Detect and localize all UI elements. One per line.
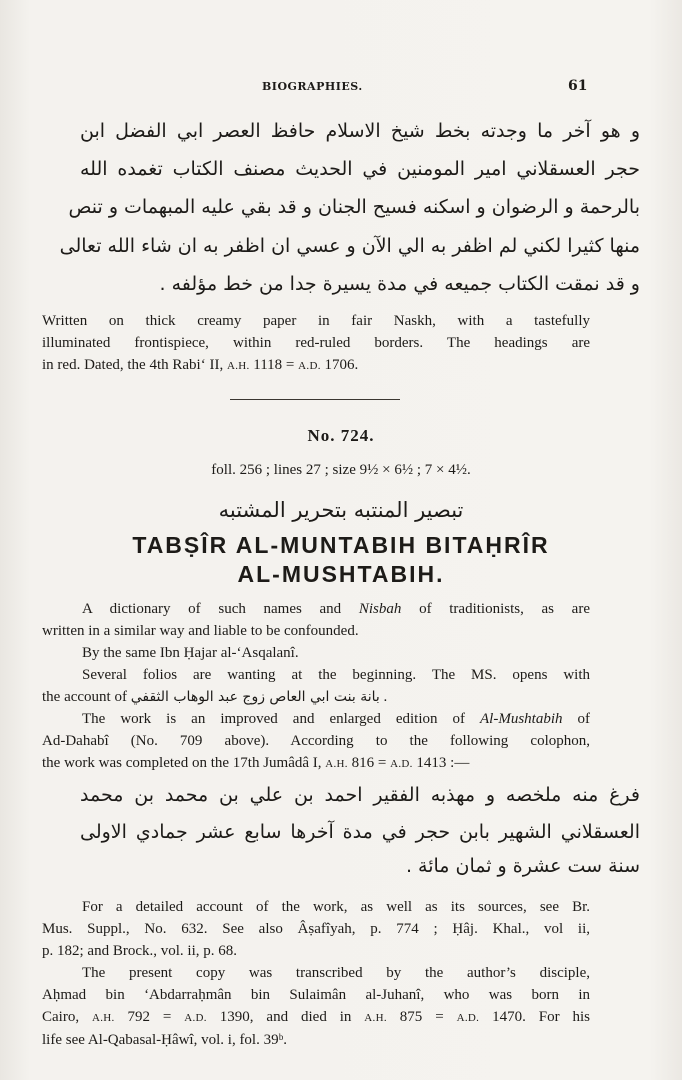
text-line: the account of بانة بنت ابي العاص زوج عبد الوهاب الثقفي . xyxy=(42,689,388,705)
text-line: Aḥmad bin ‘Abdarraḥmân bin Sulaimân al-Juhanî, who was born in xyxy=(42,987,590,1003)
text-line: in red. Dated, the 4th Rabi‘ II, A.H. 1118 = A.D. 1706. xyxy=(42,357,359,373)
text-line: The work is an improved and enlarged edition of Al-Mushtabih of xyxy=(82,711,590,727)
body-text xyxy=(42,598,590,775)
text-line: For a detailed account of the work, as well as its sources, see Br. xyxy=(82,899,590,915)
text-line: Cairo, A.H. 792 = A.D. 1390, and died in A.H. 875 = A.D. 1470. For his xyxy=(42,1009,590,1025)
arabic-line: و قد نمقت الكتاب جميعه في مدة يسيرة جدا من خط مؤلفه . xyxy=(159,273,640,295)
colophon-line: العسقلاني الشهير بابن حجر في مدة آخرها سابع عشر جمادي الاولى xyxy=(80,821,640,843)
text-line: Ad-Dahabî (No. 709 above). According to the following colophon, xyxy=(42,733,590,749)
text-line: Written on thick creamy paper in fair Naskh, with a tastefully xyxy=(42,313,590,329)
text-line: Mus. Suppl., No. 632. See also Âṣafîyah, p. 774 ; Ḥâj. Khal., vol ii, xyxy=(42,921,590,937)
entry-title: TABṢÎR AL-MUNTABIH BITAḤRÎR xyxy=(132,532,550,558)
text-line: written in a similar way and liable to be confounded. xyxy=(42,623,359,639)
arabic-title: تبصير المنتبه بتحرير المشتبه xyxy=(218,498,464,522)
entry-number: No. 724. xyxy=(307,426,375,445)
text-line: life see Al-Qabasal-Ḥâwî, vol. i, fol. 39ᵇ. xyxy=(42,1032,287,1048)
text-line: Several folios are wanting at the beginning. The MS. opens with xyxy=(82,667,590,683)
text-line: p. 182; and Brock., vol. ii, p. 68. xyxy=(42,943,237,959)
references-paragraph xyxy=(42,896,590,1051)
arabic-line: حجر العسقلاني امير المومنين في الحديث مصنف الكتاب تغمده الله xyxy=(80,158,640,180)
arabic-line: بالرحمة و الرضوان و اسكنه فسيح الجنان و قد بقي عليه المبهمات و تنص xyxy=(68,196,640,218)
running-header: BIOGRAPHIES. xyxy=(262,80,363,93)
text-line: A dictionary of such names and Nisbah of traditionists, as are xyxy=(82,601,590,617)
text-line: By the same Ibn Ḥajar al-‘Asqalanî. xyxy=(82,645,299,661)
text-line: The present copy was transcribed by the author’s disciple, xyxy=(82,965,590,981)
text-line: the work was completed on the 17th Jumâdâ I, A.H. 816 = A.D. 1413 :— xyxy=(42,755,470,771)
arabic-line: منها كثيرا لكني لم اظفر به الي الآن و عسي ان اظفر به ان شاء الله تعالى xyxy=(59,235,640,257)
arabic-line: و هو آخر ما وجدته بخط شيخ الاسلام حافظ العصر ابي الفضل ابن xyxy=(80,120,640,142)
manuscript-details: foll. 256 ; lines 27 ; size 9½ × 6½ ; 7 × 4½. xyxy=(211,462,471,478)
page-number: 61 xyxy=(568,78,588,94)
colophon-line: فرغ منه ملخصه و مهذبه الفقير احمد بن علي بن محمد بن محمد xyxy=(80,784,640,806)
text-line: illuminated frontispiece, within red-ruled borders. The headings are xyxy=(42,335,590,351)
section-divider xyxy=(230,399,400,400)
entry-title-continued: AL-MUSHTABIH. xyxy=(237,561,445,587)
description-paragraph xyxy=(42,310,590,377)
colophon-line: سنة ست عشرة و ثمان مائة . xyxy=(405,855,640,877)
